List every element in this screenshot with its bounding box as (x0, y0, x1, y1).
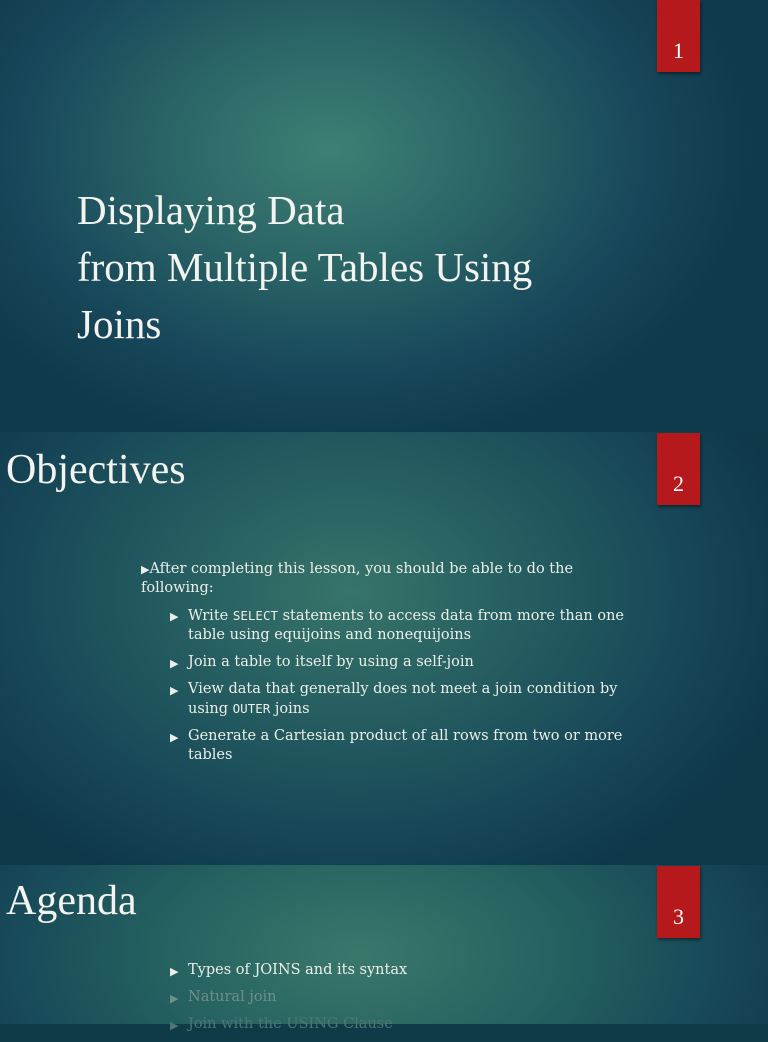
triangle-right-icon: ▶ (170, 1019, 179, 1032)
code-keyword: OUTER (232, 701, 271, 716)
agenda-list (170, 961, 640, 1042)
lead-paragraph (141, 560, 621, 598)
list-item (170, 1015, 640, 1034)
list-item (170, 653, 640, 672)
triangle-right-icon: ▶ (170, 965, 179, 978)
slide-3 (0, 865, 768, 1032)
lead-text: After completing this lesson, you should be able to do the following: (141, 561, 574, 596)
triangle-right-icon: ▶ (170, 731, 179, 744)
agenda-item: Natural join (188, 989, 277, 1005)
slide-number-badge (657, 433, 700, 505)
objectives-list (170, 606, 640, 773)
agenda-item: Types of JOINS and its syntax (188, 962, 408, 978)
title-line-3: Joins (77, 301, 162, 347)
code-keyword: SELECT (232, 608, 278, 623)
slide-1 (0, 0, 768, 432)
bullet-text: Write (188, 608, 233, 624)
title-line-2: from Multiple Tables Using (77, 244, 533, 290)
slide-number-badge (657, 0, 700, 72)
slide-number: 1 (673, 38, 684, 63)
slide-title (77, 182, 532, 353)
triangle-right-icon: ▶ (170, 657, 179, 670)
bullet-text: Join a table to itself by using a self-join (188, 654, 474, 670)
bullet-text: statements to access data from more than one table using equijoins and nonequijoins (188, 608, 625, 643)
bullet-text: joins (270, 701, 310, 717)
list-item (170, 961, 640, 980)
bullet-text: Generate a Cartesian product of all rows from two or more tables (188, 728, 623, 763)
triangle-right-icon: ▶ (170, 992, 179, 1005)
list-item (170, 727, 640, 765)
slide-number: 2 (673, 471, 684, 496)
triangle-right-icon: ▶ (141, 563, 150, 576)
slide-2 (0, 432, 768, 865)
slide-heading: Objectives (6, 447, 186, 493)
triangle-right-icon: ▶ (170, 610, 179, 623)
slide-number: 3 (673, 904, 684, 929)
slide-number-badge (657, 866, 700, 938)
list-item (170, 606, 640, 645)
slide-heading: Agenda (6, 878, 137, 924)
list-item (170, 988, 640, 1007)
title-line-1: Displaying Data (77, 187, 345, 233)
triangle-right-icon: ▶ (170, 684, 179, 697)
bullet-text: View data that generally does not meet a join condition by using (188, 681, 618, 717)
agenda-item: Join with the USING Clause (188, 1016, 393, 1032)
list-item (170, 680, 640, 719)
